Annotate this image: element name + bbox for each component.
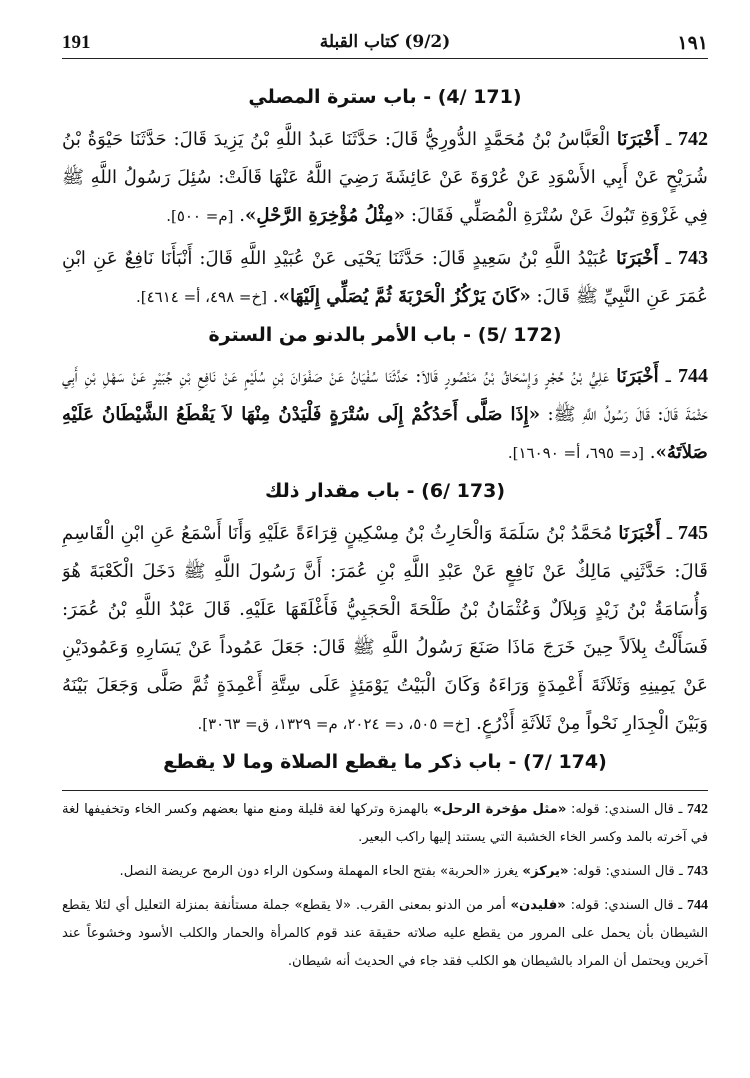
footnote-text: بالهمزة وتركها لغة قليلة ومنع منها بعضهم وكسر الخاء وتخفيفها لغة في آخرته بالمد وكسر الخاء الخشبة التي يستند إليها راكب البعير. [62,802,708,845]
chapter-title: باب سترة المصلي [248,86,417,108]
footnote-keyword: «يركز» [522,864,569,879]
footnote-lead: ـ قال السندي: قوله: [566,802,683,817]
footnote-text: يغرز «الحربة» بفتح الحاء المهملة وسكون الراء دون الرمح عريضة النصل. [119,864,523,879]
hadith-references: [خ= ٥٠٥، د= ٢٠٢٤، م= ١٣٢٩، ق= ٣٠٦٣]. [197,714,471,733]
hadith-opening: أَخْبَرَنَا [618,522,661,544]
hadith-number: 744 [677,365,708,388]
hadith-references: [د= ٦٩٥، أ= ١٦٠٩٠]. [507,444,644,463]
hadith-quote: «مِثْلُ مُؤْخِرَةِ الرَّحْلِ» [245,204,406,226]
footnotes [62,796,708,1066]
footnote-lead: ـ قال السندي: قوله: [565,898,683,913]
hadith-text: الْعَبَّاسُ بْنُ مُحَمَّدٍ الدُّورِيُّ قَالَ: حَدَّثَنَا عَبدُ اللَّهِ بْنُ يَزِيدَ قَالَ: حَدَّثَنَا حَيْوَةُ بْنُ شُرَيْحٍ عَنْ أَبِي الأَسْوَدِ عَنْ عُرْوَةَ عَنْ عَائِشَةَ رَضِيَ اللَّهُ عَنْهَا قَالَتْ: سُئِلَ رَسُولُ اللَّهِ ﷺ فِي غَزْوَةِ تَبُوكَ عَنْ سُتْرَةِ الْمُصَلِّي فَقَالَ: [62,128,708,226]
hadith-text: مُحَمَّدُ بْنُ سَلَمَةَ وَالْحَارِثُ بْنُ مِسْكِينٍ قِرَاءَةً عَلَيْهِ وَأَنَا أَسْمَعُ عَنِ ابْنِ الْقَاسِمِ قَالَ: حَدَّثَنِي مَالِكٌ عَنْ نَافِعٍ عَنْ عَبْدِ اللَّهِ بْنِ عُمَرَ: أَنَّ رَسُولَ اللَّهِ ﷺ دَخَلَ الْكَعْبَةَ هُوَ وَأُسَامَةُ بْنُ زَيْدٍ وَبِلاَلٌ وَعُثْمَانُ بْنُ طَلْحَةَ الْحَجَبِيُّ فَأَغْلَقَهَا عَلَيْهِ. قَالَ عَبْدُ اللَّهِ بْنُ عُمَرَ: فَسَأَلْتُ بِلاَلاً حِينَ خَرَجَ مَاذَا صَنَعَ رَسُولُ اللَّهِ ﷺ قَالَ: جَعَلَ عَمُوداً عَنْ يَسَارِهِ وَعَمُودَيْنِ عَنْ يَمِينِهِ وَثَلاَثَةَ أَعْمِدَةٍ وَرَاءَهُ وَكَانَ الْبَيْتُ يَوْمَئِذٍ عَلَى سِتَّةِ أَعْمِدَةٍ ثُمَّ صَلَّى وَجَعَلَ بَيْنَهُ وَبَيْنَ الْجِدَارِ نَحْواً مِنْ ثَلاَثَةِ أَذْرُعٍ. [62,522,708,734]
hadith-742: 742 ـ أَخْبَرَنَا الْعَبَّاسُ بْنُ مُحَمَّدٍ الدُّورِيُّ قَالَ: حَدَّثَنَا عَبدُ اللَّهِ بْنُ يَزِيدَ قَالَ: حَدَّثَنَا حَيْوَةُ بْنُ شُرَيْحٍ عَنْ أَبِي الأَسْوَدِ عَنْ عُرْوَةَ عَنْ عَائِشَةَ رَضِيَ اللَّهُ عَنْهَا قَالَتْ: سُئِلَ رَسُولُ اللَّهِ ﷺ فِي غَزْوَةِ تَبُوكَ عَنْ سُتْرَةِ الْمُصَلِّي فَقَالَ: «مِثْلُ مُؤْخِرَةِ الرَّحْلِ». [م= ٥٠٠]. [62,127,708,226]
hadith-text: عَلِيُّ بْنُ حُجْرٍ وَإِسْحَاقُ بْنُ مَنْصُورٍ قَالاَ: حَدَّثَنَا سُفْيَانُ عَنْ صَفْوَانَ بْنِ سُلَيْمٍ عَنْ نَافِعِ بْنِ جُبَيْرٍ عَنْ سَهْلِ بْنِ أَبِي حَثْمَةَ قَالَ: قَالَ رَسُولُ اللَّهِ ﷺ: [62,366,708,426]
hadith-number: 745 [677,521,708,544]
hadith-references: [م= ٥٠٠]. [166,206,234,225]
chapter-heading: (172 /5) - باب الأمر بالدنو من السترة [208,323,562,346]
footnote-text: أمر من الدنو بمعنى القرب. «لا يقطع» جملة مستأنفة بمنزلة التعليل أي لئلا يقطع الشيطان بأن يحمل على المرور من يقطع عليه صلاته حقيقة عند قوم كالمرأة والحمار والكلب الأسود وخشوعاً عند آخرين ويحتمل أن المراد بالشيطان هو الكلب فقد جاء في الحديث أنه شيطان. [62,898,708,969]
footnote-keyword: «مثل مؤخرة الرحل» [433,802,567,817]
hadith-text: عُبَيْدُ اللَّهِ بْنُ سَعِيدٍ قَالَ: حَدَّثَنَا يَحْيَى عَنْ عُبَيْدِ اللَّهِ قَالَ: أَنْبَأَنَا نَافِعٌ عَنِ ابْنِ عُمَرَ عَنِ النَّبِيِّ ﷺ قَالَ: [62,247,708,307]
chapter-number: (173 /6) [421,480,506,503]
chapter-title: باب الأمر بالدنو من السترة [208,323,457,346]
chapter-heading: (171 /4) - باب سترة المصلي [248,86,522,108]
footnote-lead: ـ قال السندي: قوله: [568,864,683,879]
chapter-number: (172 /5) [477,323,562,346]
hadith-text-end: . [267,285,279,307]
hadith-743: 743 ـ أَخْبَرَنَا عُبَيْدُ اللَّهِ بْنُ سَعِيدٍ قَالَ: حَدَّثَنَا يَحْيَى عَنْ عُبَيْدِ اللَّهِ قَالَ: أَنْبَأَنَا نَافِعٌ عَنِ ابْنِ عُمَرَ عَنِ النَّبِيِّ ﷺ قَالَ: «كَانَ يَرْكُزُ الْحَرْبَةَ ثُمَّ يُصَلِّي إِلَيْهَا». [خ= ٤٩٨، أ= ٤٦١٤]. [62,246,708,307]
page-number-latin: 191 [62,32,91,53]
footnote-743 [62,858,708,886]
page-header [62,28,708,59]
hadith-744: 744 ـ أَخْبَرَنَا عَلِيُّ بْنُ حُجْرٍ وَإِسْحَاقُ بْنُ مَنْصُورٍ قَالاَ: حَدَّثَنَا سُفْيَانُ عَنْ صَفْوَانَ بْنِ سُلَيْمٍ عَنْ نَافِعِ بْنِ جُبَيْرٍ عَنْ سَهْلِ بْنِ أَبِي حَثْمَةَ قَالَ: قَالَ رَسُولُ اللَّهِ ﷺ: «إِذَا صَلَّى أَحَدُكُمْ إِلَى سُتْرَةٍ فَلْيَدْنُ مِنْهَا لاَ يَقْطَعُ الشَّيْطَانُ عَلَيْهِ صَلاَتَهُ». [د= ٦٩٥، أ= ١٦٠٩٠]. [62,365,708,464]
chapter-title: باب مقدار ذلك [264,480,401,503]
hadith-opening: أَخْبَرَنَا [616,366,659,388]
footnote-separator [62,790,708,791]
hadith-opening: أَخْبَرَنَا [616,247,659,269]
chapter-number: (171 /4) [437,86,522,108]
chapter-number: (174 /7) [522,750,607,773]
footnote-keyword: «فليدن» [510,898,566,913]
page-number-arabic: ١٩١ [677,32,708,54]
hadith-745: 745 ـ أَخْبَرَنَا مُحَمَّدُ بْنُ سَلَمَةَ وَالْحَارِثُ بْنُ مِسْكِينٍ قِرَاءَةً عَلَيْهِ وَأَنَا أَسْمَعُ عَنِ ابْنِ الْقَاسِمِ قَالَ: حَدَّثَنِي مَالِكٌ عَنْ نَافِعٍ عَنْ عَبْدِ اللَّهِ بْنِ عُمَرَ: أَنَّ رَسُولَ اللَّهِ ﷺ دَخَلَ الْكَعْبَةَ هُوَ وَأُسَامَةُ بْنُ زَيْدٍ وَبِلاَلٌ وَعُثْمَانُ بْنُ طَلْحَةَ الْحَجَبِيُّ فَأَغْلَقَهَا عَلَيْهِ. قَالَ عَبْدُ اللَّهِ بْنُ عُمَرَ: فَسَأَلْتُ بِلاَلاً حِينَ خَرَجَ مَاذَا صَنَعَ رَسُولُ اللَّهِ ﷺ قَالَ: جَعَلَ عَمُوداً عَنْ يَسَارِهِ وَعَمُودَيْنِ عَنْ يَمِينِهِ وَثَلاَثَةَ أَعْمِدَةٍ وَرَاءَهُ وَكَانَ الْبَيْتُ يَوْمَئِذٍ عَلَى سِتَّةِ أَعْمِدَةٍ ثُمَّ صَلَّى وَجَعَلَ بَيْنَهُ وَبَيْنَ الْجِدَارِ نَحْواً مِنْ ثَلاَثَةِ أَذْرُعٍ. [خ= ٥٠٥، د= ٢٠٢٤، م= ١٣٢٩، ق= ٣٠٦٣]. [62,521,708,734]
hadith-opening: أَخْبَرَنَا [616,128,660,150]
footnote-744 [62,892,708,976]
book-title: (9/2) كتاب القبلة [319,32,451,52]
hadith-text-end: . [643,442,656,464]
chapter-heading: (174 /7) - باب ذكر ما يقطع الصلاة وما لا يقطع [163,750,607,773]
chapter-heading: (173 /6) - باب مقدار ذلك [264,480,506,503]
footnote-number: 742 [687,802,708,817]
main-text [62,78,708,778]
footnote-number: 743 [687,864,708,879]
hadith-number: 743 [677,246,708,269]
chapter-title: باب ذكر ما يقطع الصلاة وما لا يقطع [163,750,502,773]
hadith-references: [خ= ٤٩٨، أ= ٤٦١٤]. [135,287,267,306]
footnote-number: 744 [687,898,708,913]
hadith-number: 742 [677,127,708,150]
hadith-text-end: . [233,204,246,226]
hadith-quote: «إِذَا صَلَّى أَحَدُكُمْ إِلَى سُتْرَةٍ فَلْيَدْنُ مِنْهَا لاَ يَقْطَعُ الشَّيْطَانُ عَلَيْهِ صَلاَتَهُ» [62,404,708,464]
hadith-quote: «كَانَ يَرْكُزُ الْحَرْبَةَ ثُمَّ يُصَلِّي إِلَيْهَا» [278,285,531,307]
footnote-742 [62,796,708,852]
